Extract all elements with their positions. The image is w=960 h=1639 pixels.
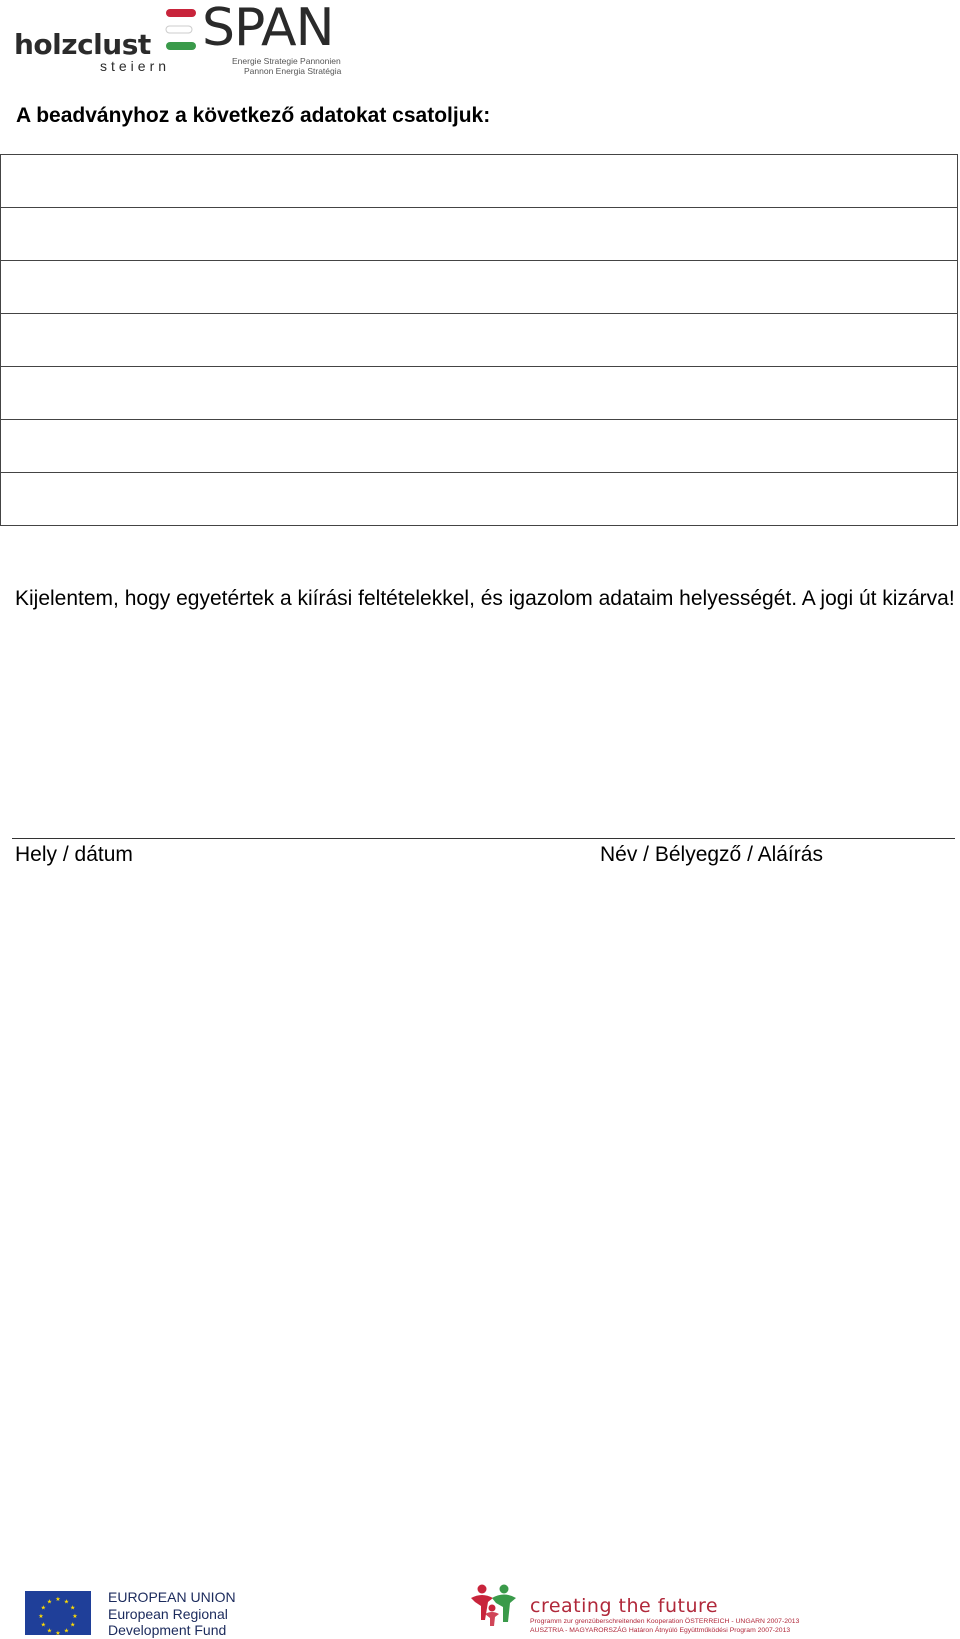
svg-text:★: ★ (63, 1627, 70, 1635)
espan-tagline-hu: Pannon Energia Stratégia (244, 66, 342, 76)
espan-e-mark-icon (164, 6, 200, 54)
svg-text:★: ★ (38, 1613, 44, 1620)
espan-logo (164, 0, 344, 76)
holzcluster-logo-sub: steiern (100, 58, 171, 74)
svg-text:★: ★ (63, 1598, 70, 1606)
table-row[interactable] (1, 261, 958, 314)
attachment-cell[interactable] (1, 420, 958, 473)
eu-flag-icon (25, 1591, 91, 1635)
holzcluster-logo-word: holzclust (14, 28, 151, 61)
svg-text:★: ★ (55, 1630, 61, 1635)
eu-line-3: Development Fund (108, 1622, 227, 1638)
creating-the-future-title: creating the future (530, 1595, 719, 1617)
table-row[interactable] (1, 367, 958, 420)
attachment-cell[interactable] (1, 473, 958, 526)
table-row[interactable] (1, 208, 958, 261)
attachment-cell[interactable] (1, 208, 958, 261)
svg-text:★: ★ (55, 1596, 61, 1603)
table-row[interactable] (1, 314, 958, 367)
declaration-text: Kijelentem, hogy egyetértek a kiírási feltételekkel, és igazolom adataim helyességét. A jogi út kizárva! (15, 587, 955, 610)
eu-line-1: EUROPEAN UNION (108, 1589, 236, 1605)
svg-text:★: ★ (70, 1604, 76, 1612)
svg-text:★: ★ (72, 1613, 78, 1620)
eu-line-2: European Regional (108, 1605, 228, 1622)
eu-erdf-text (108, 1589, 236, 1639)
svg-text:★: ★ (40, 1621, 46, 1629)
attachment-cell[interactable] (1, 314, 958, 367)
programme-text-hu: AUSZTRIA - MAGYARORSZÁG Határon Átnyúló Együttműködési Program 2007-2013 (530, 1627, 791, 1634)
attachment-cell[interactable] (1, 261, 958, 314)
table-row[interactable] (1, 473, 958, 526)
attachment-table (0, 154, 958, 526)
place-date-label: Hely / dátum (15, 843, 133, 866)
svg-text:★: ★ (46, 1627, 53, 1635)
table-row[interactable] (1, 420, 958, 473)
svg-text:★: ★ (70, 1621, 76, 1629)
espan-logo-word: SPAN (202, 0, 334, 58)
signature-line (12, 838, 955, 839)
programme-text-de: Programm zur grenzüberschreitenden Kooperation ÖSTERREICH - UNGARN 2007-2013 (530, 1618, 800, 1625)
attachment-cell[interactable] (1, 367, 958, 420)
holzcluster-logo (14, 24, 171, 74)
creating-the-future-figures-icon (468, 1582, 528, 1628)
table-row[interactable] (1, 155, 958, 208)
svg-text:★: ★ (46, 1598, 53, 1606)
name-stamp-signature-label: Név / Bélyegző / Aláírás (600, 843, 823, 866)
espan-tagline-de: Energie Strategie Pannonien (232, 56, 341, 66)
page-heading: A beadványhoz a következő adatokat csatoljuk: (16, 104, 491, 127)
svg-text:★: ★ (40, 1604, 46, 1612)
attachment-cell[interactable] (1, 155, 958, 208)
